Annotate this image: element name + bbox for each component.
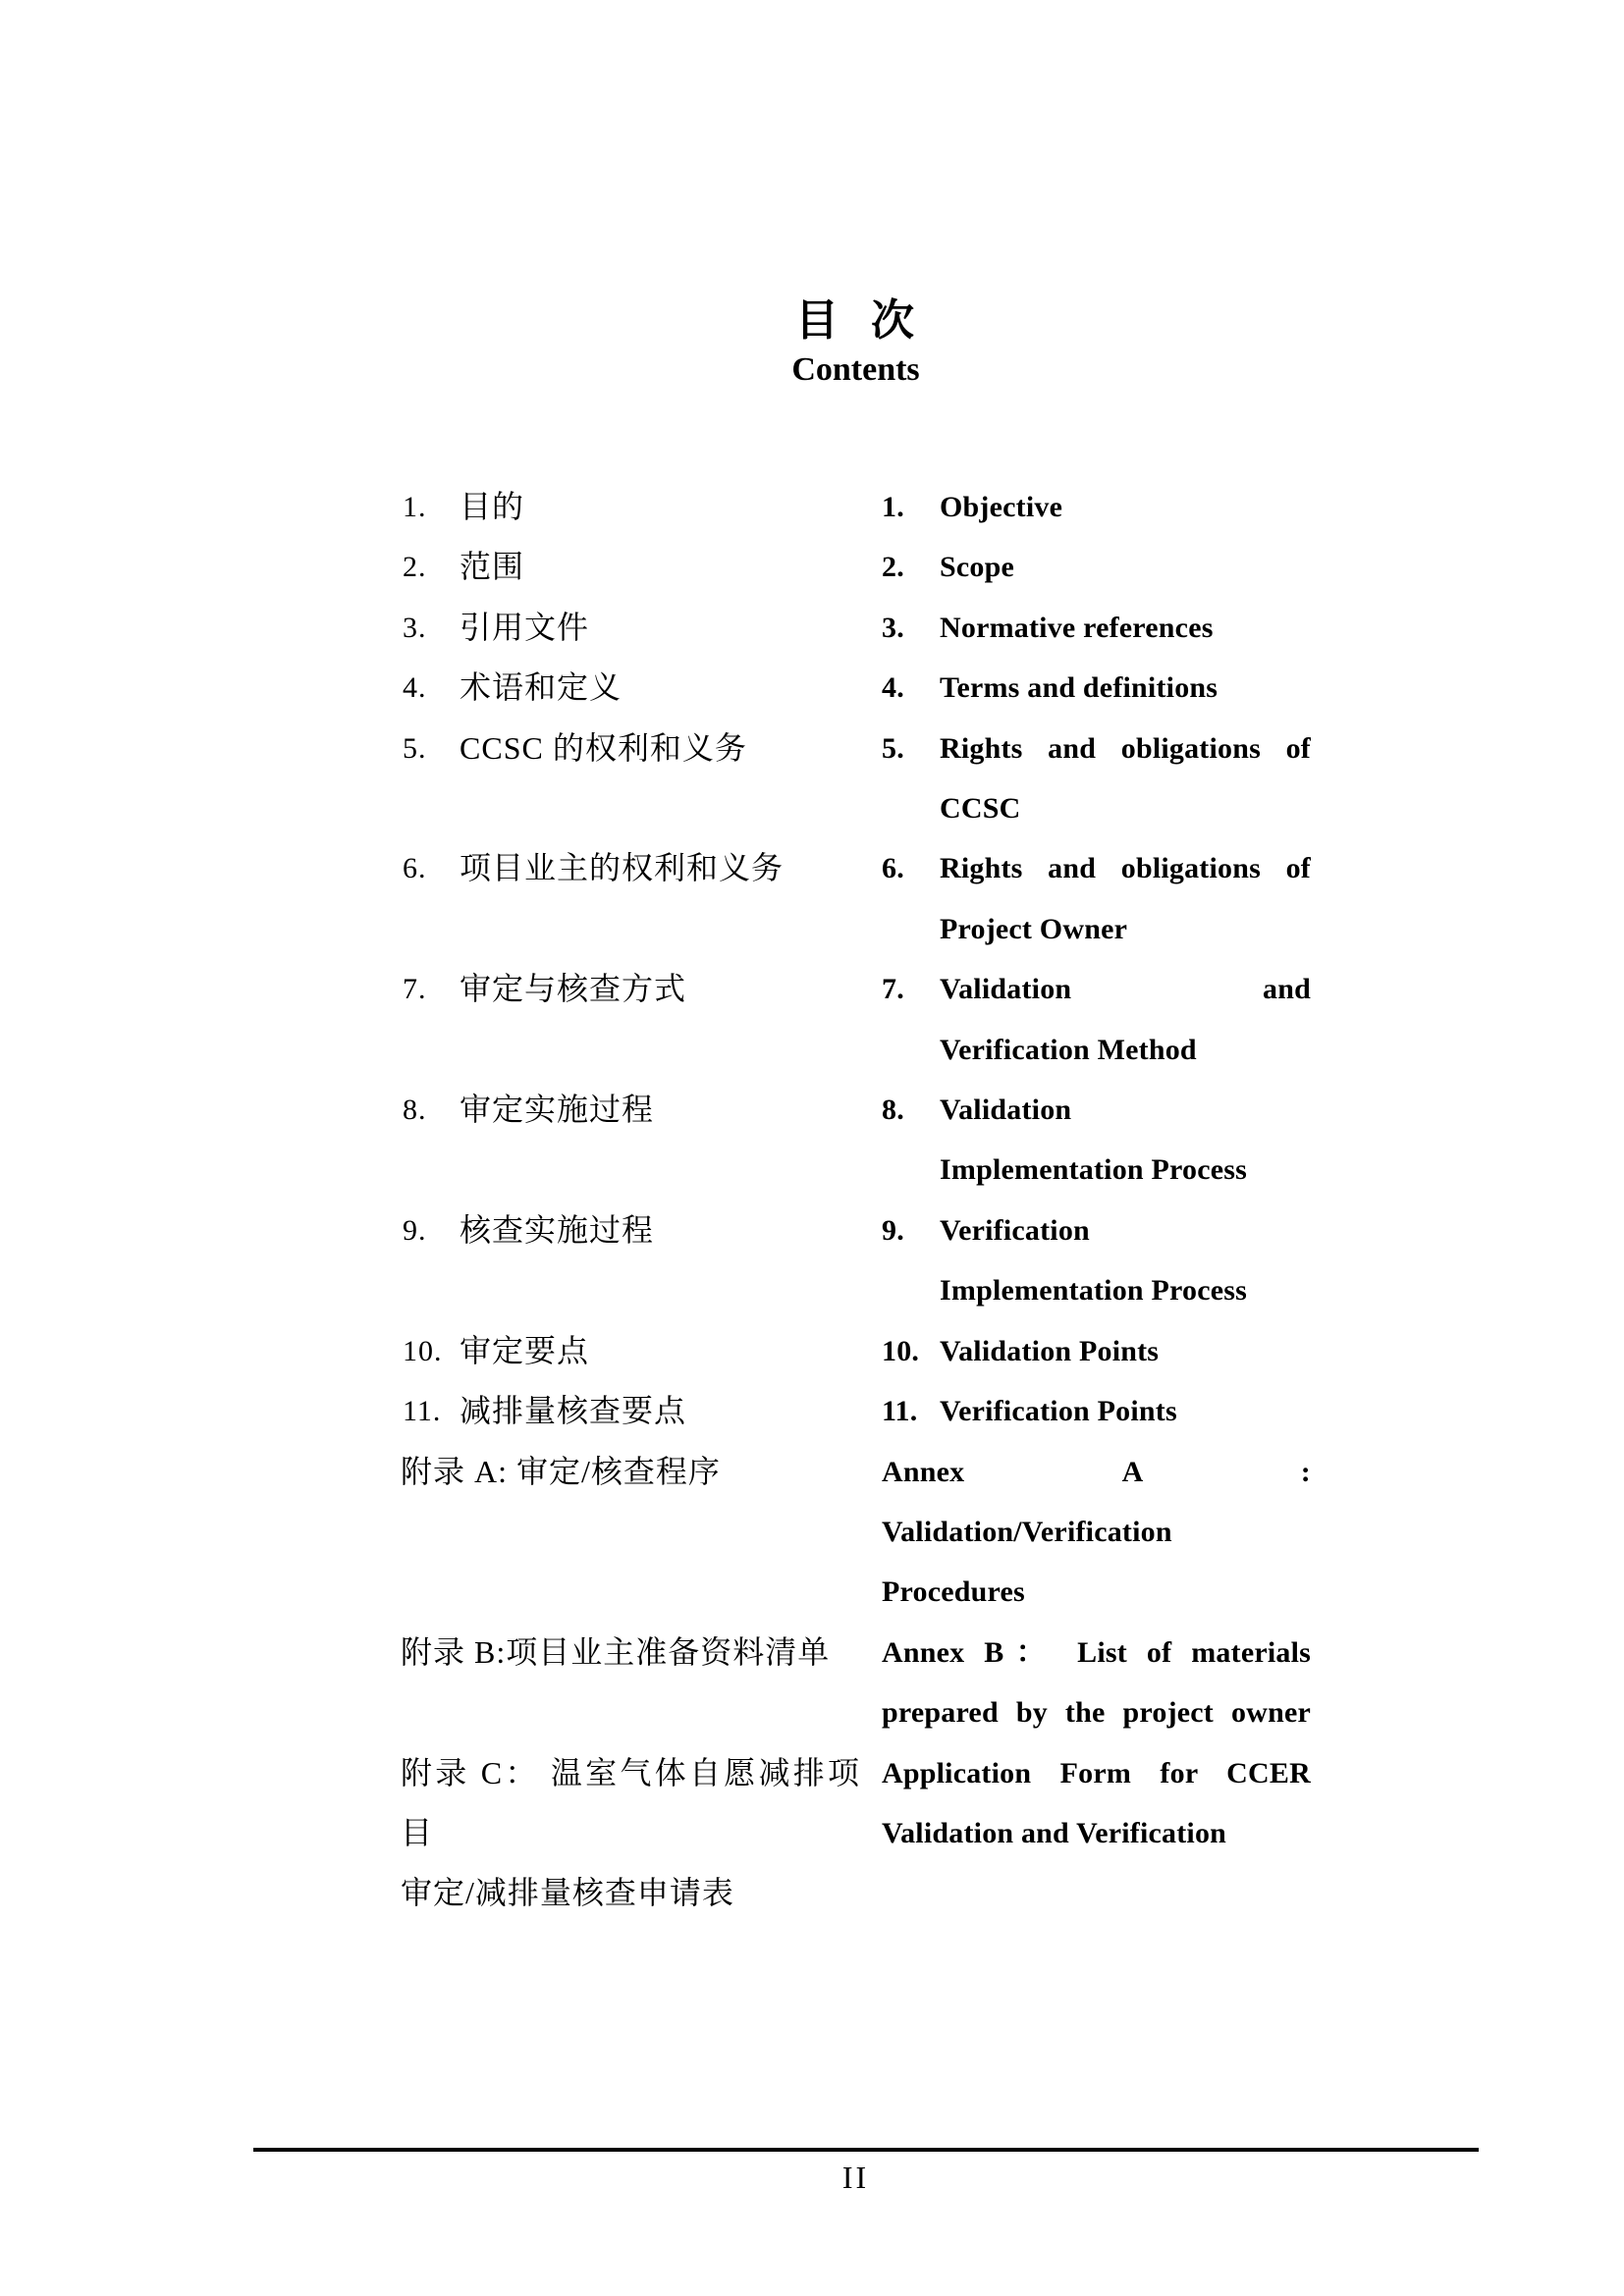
toc-entry-number: 8.	[882, 1094, 904, 1127]
toc-line: 项目业主的权利和义务	[460, 850, 785, 886]
toc-entry-lines	[940, 959, 1311, 1080]
toc-line: Procedures	[882, 1575, 1025, 1609]
toc-row	[401, 1442, 1311, 1623]
toc-line: Implementation Process	[940, 1153, 1247, 1187]
toc-line: 目的	[460, 489, 525, 524]
toc-entry-zh	[401, 1623, 882, 1743]
toc-line: 术语和定义	[460, 669, 623, 706]
toc-entry-number: 10.	[882, 1334, 920, 1367]
toc-entry-zh	[401, 719, 882, 839]
toc-entry-number: 9.	[403, 1213, 427, 1247]
toc-entry-lines	[460, 838, 882, 898]
toc-row	[401, 1321, 1311, 1381]
toc-line: 审定要点	[460, 1332, 590, 1368]
toc-entry-number: 3.	[882, 611, 904, 644]
toc-entry-number: 7.	[882, 973, 904, 1006]
toc-line: 审定/减排量核查申请表	[401, 1875, 734, 1911]
toc-row	[401, 1623, 1311, 1743]
toc-entry-en	[882, 598, 1311, 658]
toc-line: Verification	[940, 1213, 1090, 1247]
toc-entry-lines	[940, 1080, 1311, 1201]
toc-row	[401, 537, 1311, 597]
toc-entry-lines	[401, 1442, 882, 1502]
toc-entry-number: 4.	[403, 671, 427, 705]
toc-line: Validation and Verification	[882, 1816, 1227, 1849]
toc-entry-zh	[401, 477, 882, 537]
toc-entry-lines	[401, 1743, 882, 1924]
toc-entry-lines	[940, 477, 1311, 537]
toc-entry-number: 3.	[403, 611, 427, 644]
toc-row	[401, 959, 1311, 1080]
toc-entry-en	[882, 1080, 1311, 1201]
toc-entry-zh	[401, 959, 882, 1080]
toc-entry-lines	[882, 1743, 1311, 1864]
toc-line: Annex B： List of materials	[882, 1635, 1311, 1669]
toc-row	[401, 658, 1311, 718]
toc-line: CCSC 的权利和义务	[460, 729, 747, 766]
toc-entry-zh	[401, 1743, 882, 1924]
title-block	[401, 294, 1311, 392]
toc-entry-lines	[940, 537, 1311, 597]
page-number: II	[841, 2160, 870, 2195]
toc-line: prepared by the project owner	[882, 1696, 1311, 1730]
toc-line: Validation Points	[940, 1334, 1160, 1367]
toc-entry-zh	[401, 1442, 882, 1623]
toc-line: Validation and	[940, 973, 1311, 1006]
toc-line: Validation/Verification	[882, 1515, 1172, 1548]
toc-line: 减排量核查要点	[460, 1393, 687, 1429]
toc-entry-lines	[460, 1201, 882, 1260]
toc-line: Normative references	[940, 611, 1214, 644]
toc-row	[401, 477, 1311, 537]
toc-row	[401, 1201, 1311, 1321]
toc-line: 审定实施过程	[460, 1092, 655, 1128]
toc-entry-zh	[401, 1201, 882, 1321]
toc-entry-lines	[882, 1623, 1311, 1743]
toc-entry-lines	[460, 1321, 882, 1381]
toc-entry-lines	[940, 1321, 1311, 1381]
toc-line: Rights and obligations of	[940, 852, 1311, 885]
toc-row	[401, 1381, 1311, 1441]
toc-entry-lines	[940, 598, 1311, 658]
toc-entry-en	[882, 537, 1311, 597]
toc-entry-number: 8.	[403, 1094, 427, 1127]
toc-row	[401, 719, 1311, 839]
footer-rule	[253, 2148, 1479, 2152]
toc-entry-number: 5.	[403, 731, 427, 765]
toc-entry-en	[882, 1442, 1311, 1623]
toc-entry-lines	[882, 1442, 1311, 1623]
toc-entry-lines	[940, 658, 1311, 718]
toc-entry-lines	[940, 1201, 1311, 1321]
toc-line: Application Form for CCER	[882, 1756, 1311, 1789]
toc-line: Implementation Process	[940, 1274, 1247, 1308]
toc-entry-lines	[460, 1381, 882, 1441]
toc-entry-number: 5.	[882, 731, 904, 765]
page-title-zh: 目 次	[795, 296, 916, 345]
toc-line: Annex A :	[882, 1455, 1311, 1488]
toc-entry-zh	[401, 1321, 882, 1381]
toc-line: Scope	[940, 551, 1014, 584]
toc-line: 附录 A: 审定/核查程序	[401, 1453, 721, 1489]
toc-line: Validation	[940, 1094, 1072, 1127]
toc-entry-lines	[460, 1080, 882, 1140]
page-title-en: Contents	[791, 351, 920, 388]
toc-entry-lines	[940, 838, 1311, 959]
toc-entry-lines	[940, 719, 1311, 839]
toc-entry-number: 9.	[882, 1213, 904, 1247]
toc-entry-number: 10.	[403, 1334, 443, 1367]
toc-entry-number: 1.	[403, 491, 427, 523]
toc-line: 引用文件	[460, 609, 590, 645]
toc-entry-zh	[401, 838, 882, 959]
toc	[401, 477, 1311, 1924]
toc-entry-en	[882, 959, 1311, 1080]
toc-entry-en	[882, 719, 1311, 839]
toc-entry-number: 11.	[403, 1395, 442, 1428]
toc-entry-lines	[460, 477, 882, 537]
toc-row	[401, 838, 1311, 959]
toc-entry-zh	[401, 598, 882, 658]
toc-entry-lines	[460, 658, 882, 718]
toc-entry-lines	[460, 537, 882, 597]
toc-entry-lines	[460, 598, 882, 658]
toc-entry-en	[882, 658, 1311, 718]
toc-entry-number: 6.	[403, 852, 427, 885]
toc-entry-en	[882, 477, 1311, 537]
toc-row	[401, 1743, 1311, 1924]
toc-entry-en	[882, 838, 1311, 959]
toc-row	[401, 598, 1311, 658]
toc-entry-number: 2.	[403, 551, 427, 584]
toc-entry-number: 6.	[882, 852, 904, 885]
toc-entry-en	[882, 1201, 1311, 1321]
toc-line: Verification Points	[940, 1395, 1177, 1428]
toc-entry-lines	[460, 719, 882, 778]
toc-entry-en	[882, 1381, 1311, 1441]
toc-line: Objective	[940, 491, 1063, 523]
toc-line: Project Owner	[940, 912, 1128, 945]
toc-entry-number: 2.	[882, 551, 904, 584]
toc-row	[401, 1080, 1311, 1201]
toc-entry-en	[882, 1321, 1311, 1381]
toc-entry-zh	[401, 658, 882, 718]
toc-entry-zh	[401, 1381, 882, 1441]
toc-line: Rights and obligations of	[940, 731, 1311, 765]
toc-entry-zh	[401, 1080, 882, 1201]
toc-entry-number: 11.	[882, 1395, 918, 1428]
toc-line: 核查实施过程	[460, 1211, 655, 1248]
toc-line: 范围	[460, 549, 525, 585]
toc-entry-number: 7.	[403, 973, 427, 1006]
toc-entry-lines	[460, 959, 882, 1019]
toc-entry-number: 4.	[882, 671, 904, 705]
toc-entry-number: 1.	[882, 491, 904, 523]
toc-line: Verification Method	[940, 1033, 1197, 1066]
toc-entry-lines	[401, 1623, 882, 1682]
toc-line: 附录 C： 温室气体自愿减排项目	[401, 1754, 860, 1850]
toc-entry-en	[882, 1743, 1311, 1924]
toc-line: Terms and definitions	[940, 671, 1218, 705]
toc-entry-zh	[401, 537, 882, 597]
toc-line: 附录 B:项目业主准备资料清单	[401, 1633, 831, 1670]
toc-entry-en	[882, 1623, 1311, 1743]
toc-entry-lines	[940, 1381, 1311, 1441]
toc-line: 审定与核查方式	[460, 971, 687, 1007]
toc-line: CCSC	[940, 792, 1021, 826]
